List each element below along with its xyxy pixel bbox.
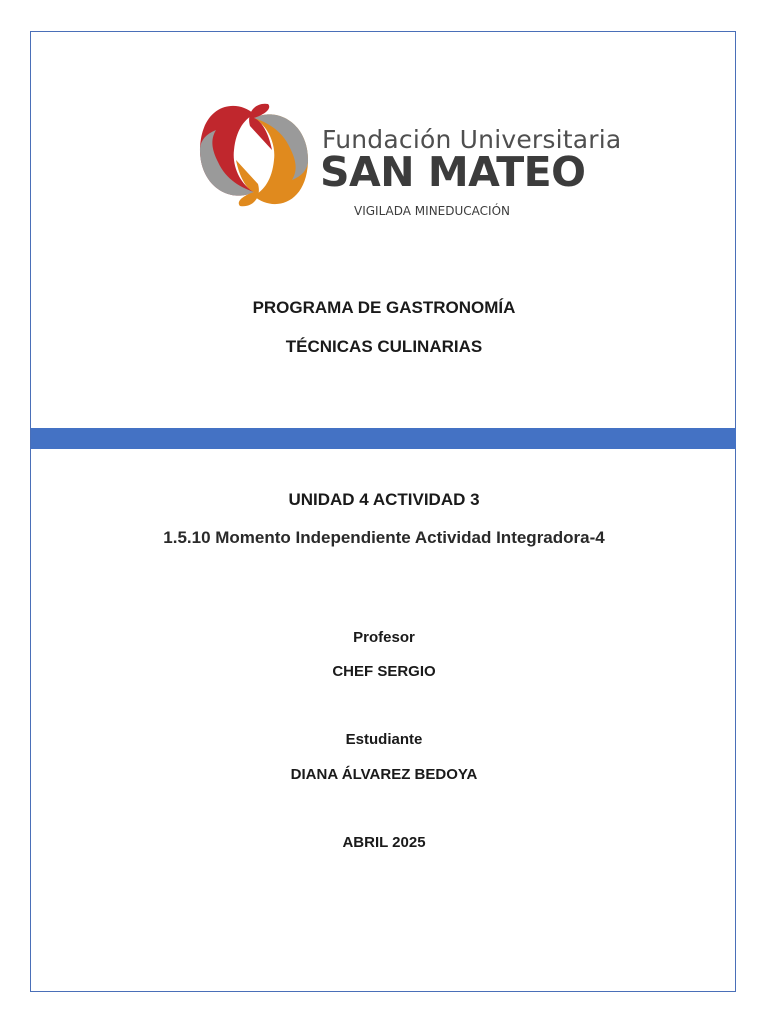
- professor-name: CHEF SERGIO: [332, 663, 436, 680]
- activity-title: 1.5.10 Momento Independiente Actividad Integradora-4: [163, 528, 605, 547]
- student-name: DIANA ÁLVAREZ BEDOYA: [290, 766, 478, 783]
- date-text: ABRIL 2025: [342, 834, 426, 851]
- logo-tagline: VIGILADA MINEDUCACIÓN: [354, 204, 510, 218]
- course-title: TÉCNICAS CULINARIAS: [285, 337, 483, 356]
- program-title: PROGRAMA DE GASTRONOMÍA: [252, 298, 516, 317]
- student-label: Estudiante: [345, 731, 423, 748]
- logo-text-line2: SAN MATEO: [320, 148, 586, 196]
- unit-title: UNIDAD 4 ACTIVIDAD 3: [288, 490, 480, 509]
- logo-text-line1: Fundación Universitaria: [322, 125, 622, 154]
- professor-label: Profesor: [353, 629, 415, 646]
- blue-divider-band: [31, 428, 736, 449]
- san-mateo-logo-mark-icon: [196, 100, 312, 210]
- university-logo: [196, 100, 622, 225]
